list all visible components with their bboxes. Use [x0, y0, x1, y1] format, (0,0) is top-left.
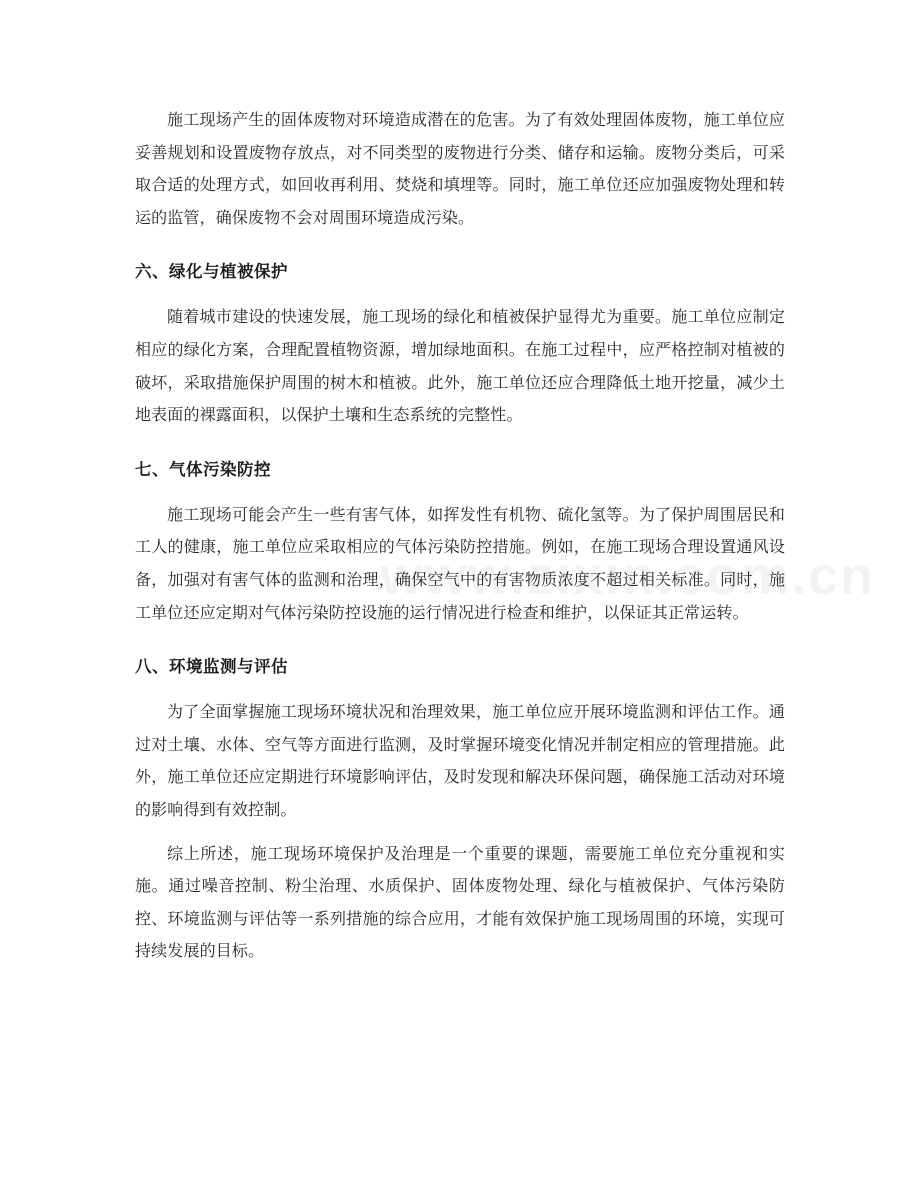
- heading-greening-vegetation: 六、绿化与植被保护: [135, 262, 288, 282]
- paragraph-gas-pollution: 施工现场可能会产生一些有害气体，如挥发性有机物、硫化氢等。为了保护周围居民和工人的健康，施工单位应采取相应的气体污染防控措施。例如，在施工现场合理设置通风设备，加强对有害气体的监测和治理，确保空气中的有害物质浓度不超过相关标准。同时，施工单位还应定期对气体污染防控设施的运行情况进行检查和维护，以保证其正常运转。: [135, 504, 785, 622]
- paragraph-solid-waste: 施工现场产生的固体废物对环境造成潜在的危害。为了有效处理固体废物，施工单位应妥善规划和设置废物存放点，对不同类型的废物进行分类、储存和运输。废物分类后，可采取合适的处理方式，如回收再利用、焚烧和填埋等。同时，施工单位还应加强废物处理和转运的监管，确保废物不会对周围环境造成污染。: [135, 110, 785, 227]
- paragraph-conclusion: 综上所述，施工现场环境保护及治理是一个重要的课题，需要施工单位充分重视和实施。通过噪音控制、粉尘治理、水质保护、固体废物处理、绿化与植被保护、气体污染防控、环境监测与评估等一系列措施的综合应用，才能有效保护施工现场周围的环境，实现可持续发展的目标。: [135, 843, 785, 961]
- heading-environment-monitoring: 八、环境监测与评估: [135, 657, 288, 677]
- paragraph-greening-vegetation: 随着城市建设的快速发展，施工现场的绿化和植被保护显得尤为重要。施工单位应制定相应的绿化方案，合理配置植物资源，增加绿地面积。在施工过程中，应严格控制对植被的破坏，采取措施保护周围的树木和植被。此外，施工单位还应合理降低土地开挖量，减少土地表面的裸露面积，以保护土壤和生态系统的完整性。: [135, 307, 785, 425]
- heading-gas-pollution: 七、气体污染防控: [135, 459, 271, 479]
- paragraph-environment-monitoring: 为了全面掌握施工现场环境状况和治理效果，施工单位应开展环境监测和评估工作。通过对土壤、水体、空气等方面进行监测，及时掌握环境变化情况并制定相应的管理措施。此外，施工单位还应定期进行环境影响评估，及时发现和解决环保问题，确保施工活动对环境的影响得到有效控制。: [135, 702, 785, 819]
- document-body: [135, 104, 785, 968]
